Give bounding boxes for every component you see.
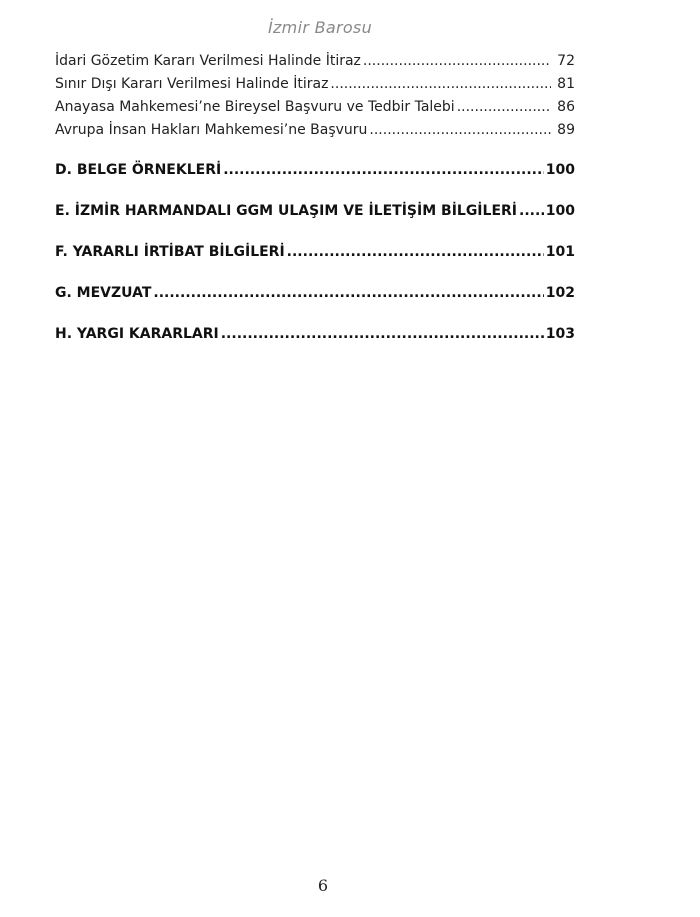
toc-entry[interactable]: [55, 119, 575, 142]
toc-section-page: 102: [545, 285, 575, 301]
toc-section-title: D. BELGE ÖRNEKLERİ: [55, 162, 222, 178]
toc-entry-page: 72: [557, 53, 575, 69]
toc-section-entry[interactable]: [55, 273, 575, 314]
dot-leader: [363, 50, 551, 73]
dot-leader: [287, 232, 544, 273]
toc-entry-page: 86: [557, 99, 575, 115]
toc-entry-title: Sınır Dışı Kararı Verilmesi Halinde İtiraz: [55, 76, 329, 92]
toc-section-entry[interactable]: [55, 232, 575, 273]
dot-leader: [330, 73, 551, 96]
toc-section-page: 100: [545, 162, 575, 178]
toc-section-entry[interactable]: [55, 150, 575, 191]
toc-section-entry[interactable]: [55, 191, 575, 232]
toc-section-title: G. MEVZUAT: [55, 285, 152, 301]
toc-section-page: 103: [545, 326, 575, 342]
table-of-contents: [55, 50, 575, 355]
dot-leader: [153, 273, 543, 314]
toc-entry-title: İdari Gözetim Kararı Verilmesi Halinde İtiraz: [55, 53, 361, 69]
toc-section-title: E. İZMİR HARMANDALI GGM ULAŞIM VE İLETİŞİM BİLGİLERİ: [55, 203, 517, 219]
toc-section-page: 101: [545, 244, 575, 260]
dot-leader: [457, 96, 551, 119]
toc-entry-page: 81: [557, 76, 575, 92]
toc-section-entry[interactable]: [55, 314, 575, 355]
toc-entry[interactable]: [55, 96, 575, 119]
dot-leader: [221, 314, 544, 355]
dot-leader: [369, 119, 551, 142]
toc-section-title: F. YARARLI İRTİBAT BİLGİLERİ: [55, 244, 285, 260]
running-header: İzmir Barosu: [267, 18, 373, 37]
toc-entry[interactable]: [55, 50, 575, 73]
toc-entry-title: Avrupa İnsan Hakları Mahkemesi’ne Başvuru: [55, 122, 368, 138]
toc-entry[interactable]: [55, 73, 575, 96]
dot-leader: [223, 150, 544, 191]
toc-section-title: H. YARGI KARARLARI: [55, 326, 219, 342]
dot-leader: [519, 191, 544, 232]
toc-entry-title: Anayasa Mahkemesi’ne Bireysel Başvuru ve Tedbir Talebi: [55, 99, 455, 115]
toc-section-page: 100: [545, 203, 575, 219]
page-number: 6: [317, 876, 329, 895]
toc-entry-page: 89: [557, 122, 575, 138]
